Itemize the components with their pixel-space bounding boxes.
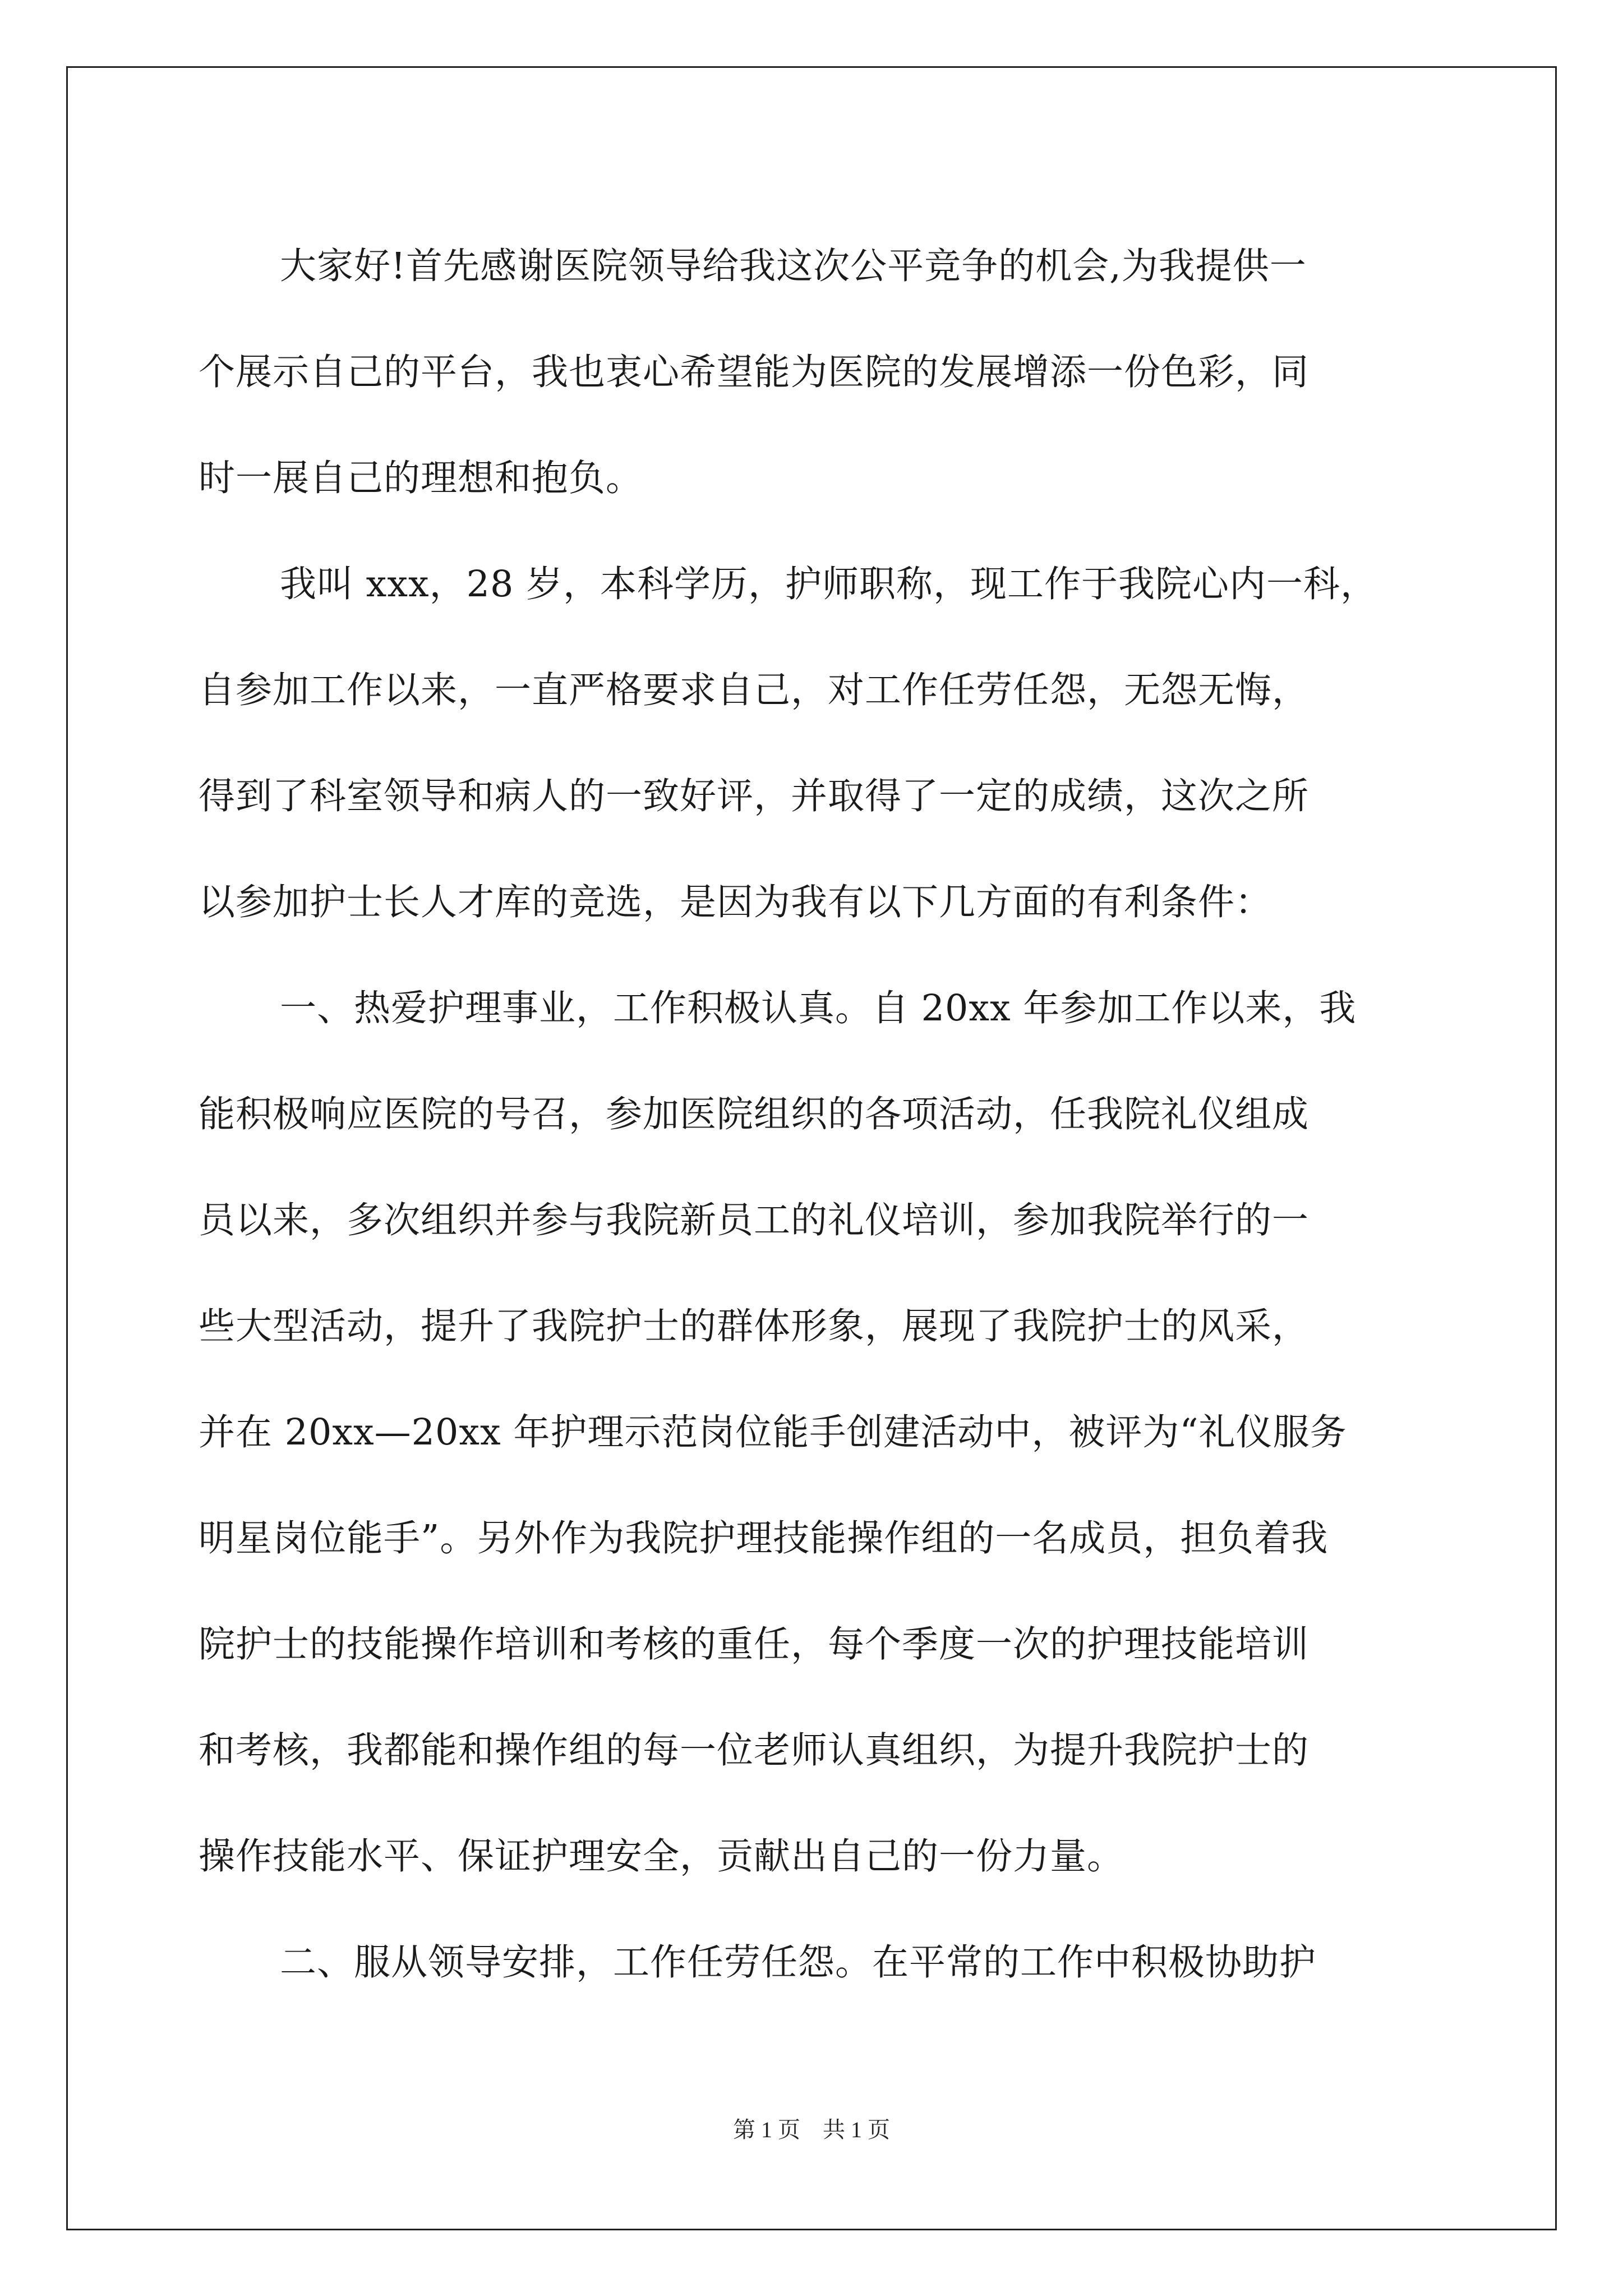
page-number-label: 第 1 页 共 1 页 — [733, 2117, 890, 2142]
text-line: 员以来，多次组织并参与我院新员工的礼仪培训，参加我院举行的一 — [199, 1199, 1310, 1241]
document-body — [199, 213, 1432, 2016]
text-line: 些大型活动，提升了我院护士的群体形象，展现了我院护士的风采， — [199, 1305, 1310, 1347]
paragraph-point-two — [199, 1910, 1432, 2016]
text-line: 并在 20xx—20xx 年护理示范岗位能手创建活动中，被评为“礼仪服务 — [199, 1411, 1347, 1453]
paragraph-point-one — [199, 955, 1432, 1910]
text-line: 个展示自己的平台，我也衷心希望能为医院的发展增添一份色彩，同 — [199, 351, 1310, 393]
text-line: 大家好!首先感谢医院领导给我这次公平竞争的机会,为我提供一 — [280, 245, 1307, 287]
text-line: 和考核，我都能和操作组的每一位老师认真组织，为提升我院护士的 — [199, 1729, 1310, 1772]
paragraph-greeting — [199, 213, 1432, 531]
text-line: 以参加护士长人才库的竞选，是因为我有以下几方面的有利条件： — [199, 881, 1272, 923]
text-line: 一、热爱护理事业，工作积极认真。自 20xx 年参加工作以来，我 — [280, 987, 1357, 1029]
text-line: 操作技能水平、保证护理安全，贡献出自己的一份力量。 — [199, 1835, 1124, 1878]
text-line: 时一展自己的理想和抱负。 — [199, 457, 643, 499]
text-line: 能积极响应医院的号召，参加医院组织的各项活动，任我院礼仪组成 — [199, 1093, 1310, 1135]
text-line: 我叫 xxx，28 岁，本科学历，护师职称，现工作于我院心内一科， — [280, 563, 1378, 605]
text-line: 院护士的技能操作培训和考核的重任，每个季度一次的护理技能培训 — [199, 1623, 1310, 1665]
text-line: 明星岗位能手”。另外作为我院护理技能操作组的一名成员，担负着我 — [199, 1517, 1329, 1559]
paragraph-introduction — [199, 531, 1432, 955]
text-line: 二、服从领导安排，工作任劳任怨。在平常的工作中积极协助护 — [280, 1941, 1317, 1984]
text-line: 得到了科室领导和病人的一致好评，并取得了一定的成绩，这次之所 — [199, 775, 1310, 817]
text-line: 自参加工作以来，一直严格要求自己，对工作任劳任怨，无怨无悔， — [199, 669, 1310, 711]
page-number-footer — [0, 2112, 1623, 2144]
